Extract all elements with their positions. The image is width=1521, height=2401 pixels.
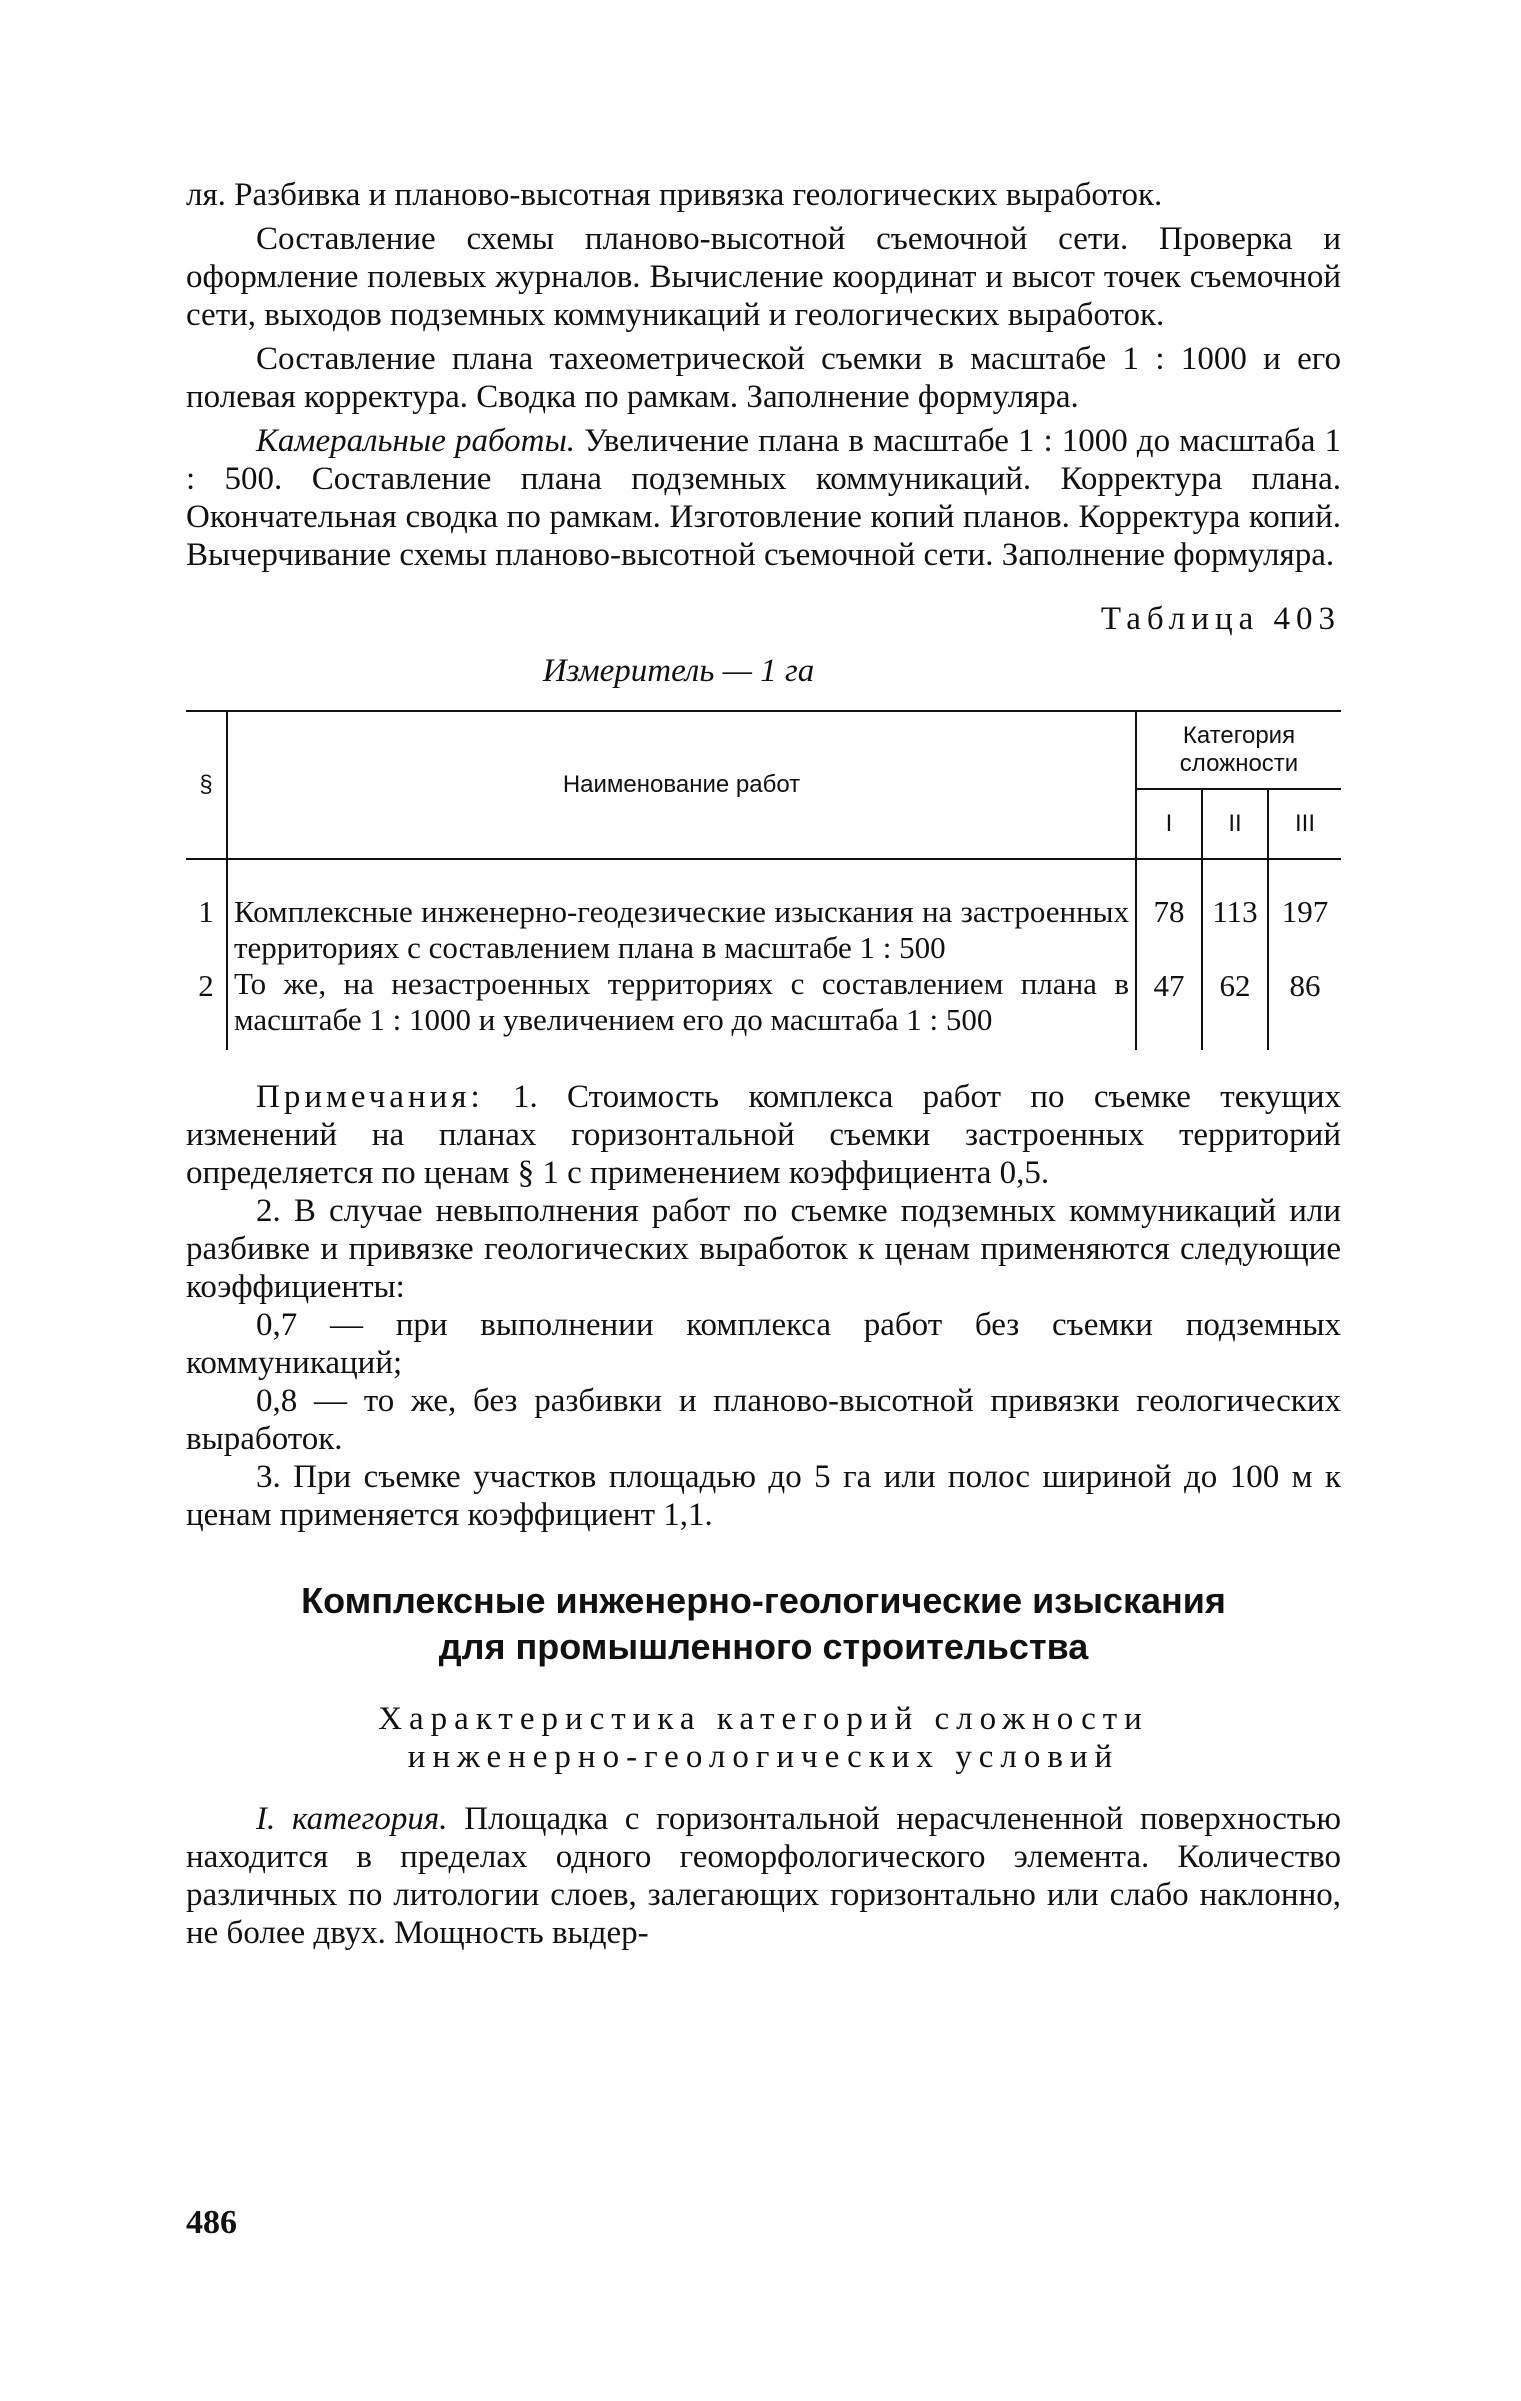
cameral-lead: Камеральные работы. [256,423,576,459]
table-row [186,966,1341,1050]
notes-label: Примечания: [256,1079,484,1115]
category-1-paragraph [186,1800,1341,1952]
section-subtitle-line-2: инженерно-геологических условий [407,1739,1120,1775]
paragraph-cameral [186,422,1341,574]
note-1 [186,1078,1341,1192]
paragraph-3: Составление плана тахеометрической съемки в масштабе 1 : 1000 и его полевая корректура. Сводка по рамкам. Заполнение формуляра. [186,341,1341,415]
header-cat-3: III [1268,789,1341,859]
header-cat-2: II [1202,789,1268,859]
note-1-text: 1. Стоимость комплекса работ по съемке текущих изменений на планах горизонтальной съемки застроенных территорий определяется по ценам § 1 с применением коэффициента 0,5. [186,1079,1341,1191]
note-2a: 0,7 — при выполнении комплекса работ без съемки подземных коммуникаций; [186,1307,1341,1381]
section-title [186,1578,1341,1670]
row-num: 1 [198,894,214,929]
note-3: 3. При съемке участков площадью до 5 га или полос шириной до 100 м к ценам применяется коэффициент 1,1. [186,1459,1341,1533]
row-cat-2: 62 [1202,966,1268,1050]
header-section-sign: § [186,711,227,859]
table-caption: Таблица 403 [1100,601,1341,637]
row-cat-1: 47 [1136,966,1202,1050]
row-num: 2 [198,968,214,1003]
note-2b: 0,8 — то же, без разбивки и планово-высотной привязки геологических выработок. [186,1383,1341,1457]
table-unit: Измеритель — 1 га [542,653,815,689]
table-row [186,859,1341,966]
notes [186,1078,1341,1534]
row-cat-3: 86 [1289,968,1321,1003]
section-subtitle [186,1700,1341,1776]
row-name: Комплексные инженерно-геодезические изыскания на застроенных территориях с составлением плана в масштабе 1 : 500 [227,859,1136,966]
header-category: Категория сложности [1136,711,1341,789]
category-1-text: Площадка с горизонтальной нерасчлененной поверхностью находится в пределах одного геоморфологического элемента. Количество различных по литологии слоев, залегающих горизонтально или слабо наклонно, не более двух. Мощность выдер- [186,1801,1342,1951]
price-table [186,710,1341,1050]
paragraph-2: Составление схемы планово-высотной съемочной сети. Проверка и оформление полевых журналов. Вычисление координат и высот точек съемочной сети, выходов подземных коммуникаций и геологических выработок. [186,221,1341,333]
header-work-name: Наименование работ [227,711,1136,859]
page-number: 486 [186,2204,237,2241]
cameral-text: Увеличение плана в масштабе 1 : 1000 до масштаба 1 : 500. Составление плана подземных коммуникаций. Корректура плана. Окончательная сводка по рамкам. Изготовление копий планов. Корректура копий. Вычерчивание схемы планово-высотной съемочной сети. Заполнение формуляра. [186,423,1341,573]
page-content [186,176,1341,1952]
note-2: 2. В случае невыполнения работ по съемке подземных коммуникаций или разбивке и привязке геологических выработок к ценам применяются следующие коэффициенты: [186,1193,1341,1305]
section-title-line-1: Комплексные инженерно-геологические изыскания [301,1580,1226,1621]
section-title-line-2: для промышленного строительства [438,1626,1089,1667]
row-cat-3: 197 [1281,894,1329,929]
paragraph-1: ля. Разбивка и планово-высотная привязка геологических выработок. [186,177,1163,213]
header-cat-1: I [1136,789,1202,859]
row-name: То же, на незастроенных территориях с составлением плана в масштабе 1 : 1000 и увеличением его до масштаба 1 : 500 [227,966,1136,1050]
row-cat-1: 78 [1136,859,1202,966]
row-cat-2: 113 [1202,859,1268,966]
category-1-lead: I. категория. [256,1801,448,1837]
section-subtitle-line-1: Характеристика категорий сложности [378,1701,1149,1737]
